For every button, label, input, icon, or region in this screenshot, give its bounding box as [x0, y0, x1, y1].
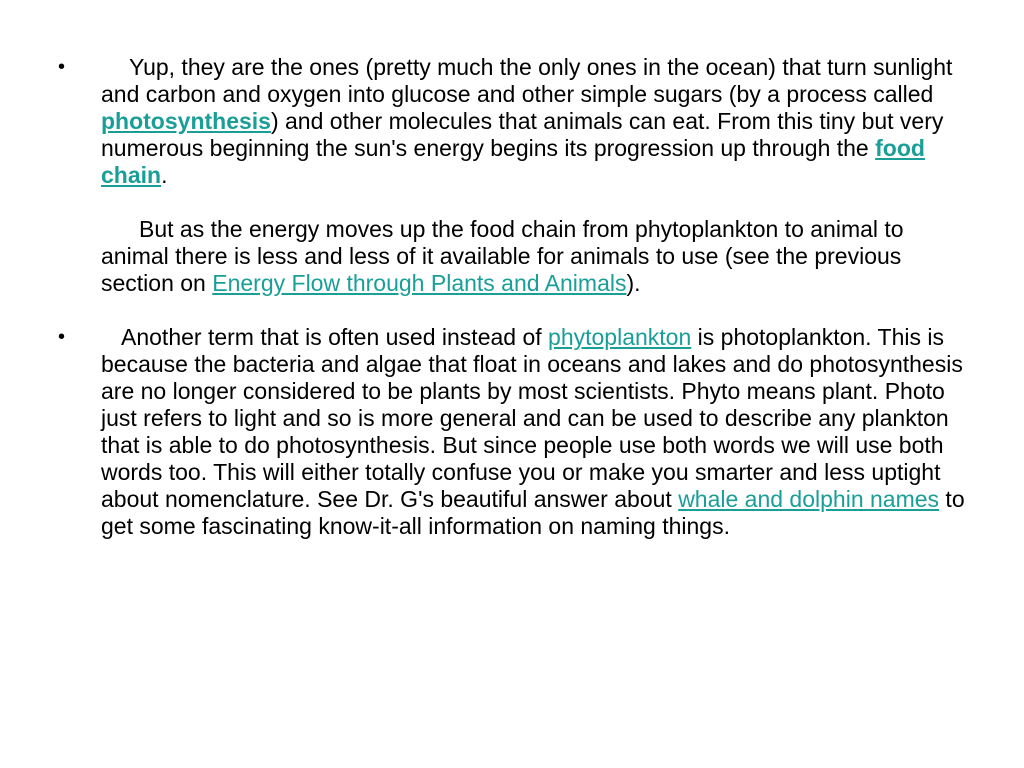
photosynthesis-link[interactable]: photosynthesis	[101, 108, 271, 134]
paragraph-text: Yup, they are the ones (pretty much the only ones in the ocean) that turn sunlight and carbon and oxygen into glucose and other simple sugars (by a process called	[101, 54, 953, 107]
bullet-item	[56, 324, 976, 540]
paragraph-text: .	[161, 162, 168, 188]
whale-dolphin-names-link[interactable]: whale and dolphin names	[678, 486, 940, 512]
paragraph-text: Another term that is often used instead of	[121, 324, 549, 350]
paragraph-photoplankton	[101, 324, 976, 540]
paragraph-text: ).	[626, 270, 641, 296]
paragraph-text: to get some fascinating know-it-all information on naming things.	[101, 486, 965, 539]
paragraph-text: is photoplankton. This is because the bacteria and algae that float in oceans and lakes and do photosynthesis are no longer considered to be plants by most scientists. Phyto means plant. Photo just refers to light and so is more general and can be used to describe any plankton that is able to do photosynthesis. But since people use both words we will use both words too. This will either totally confuse you or make you smarter and less uptight about nomenclature. See Dr. G's beautiful answer about	[101, 324, 963, 512]
food-chain-link[interactable]: food chain	[101, 135, 925, 188]
bullet-item	[56, 54, 976, 297]
bullet-list	[56, 54, 976, 540]
paragraph-photosynthesis	[101, 54, 976, 189]
phytoplankton-link[interactable]: phytoplankton	[548, 324, 692, 350]
bullet-dot-icon: •	[58, 56, 66, 78]
paragraph-text: ) and other molecules that animals can eat. From this tiny but very numerous beginning the sun's energy begins its progression up through the	[101, 108, 944, 161]
paragraph-energy-flow	[101, 216, 976, 297]
energy-flow-link[interactable]: Energy Flow through Plants and Animals	[212, 270, 627, 296]
bullet-dot-icon: •	[58, 326, 66, 348]
paragraph-text: But as the energy moves up the food chain from phytoplankton to animal to animal there is less and less of it available for animals to use (see the previous section on	[101, 216, 904, 296]
